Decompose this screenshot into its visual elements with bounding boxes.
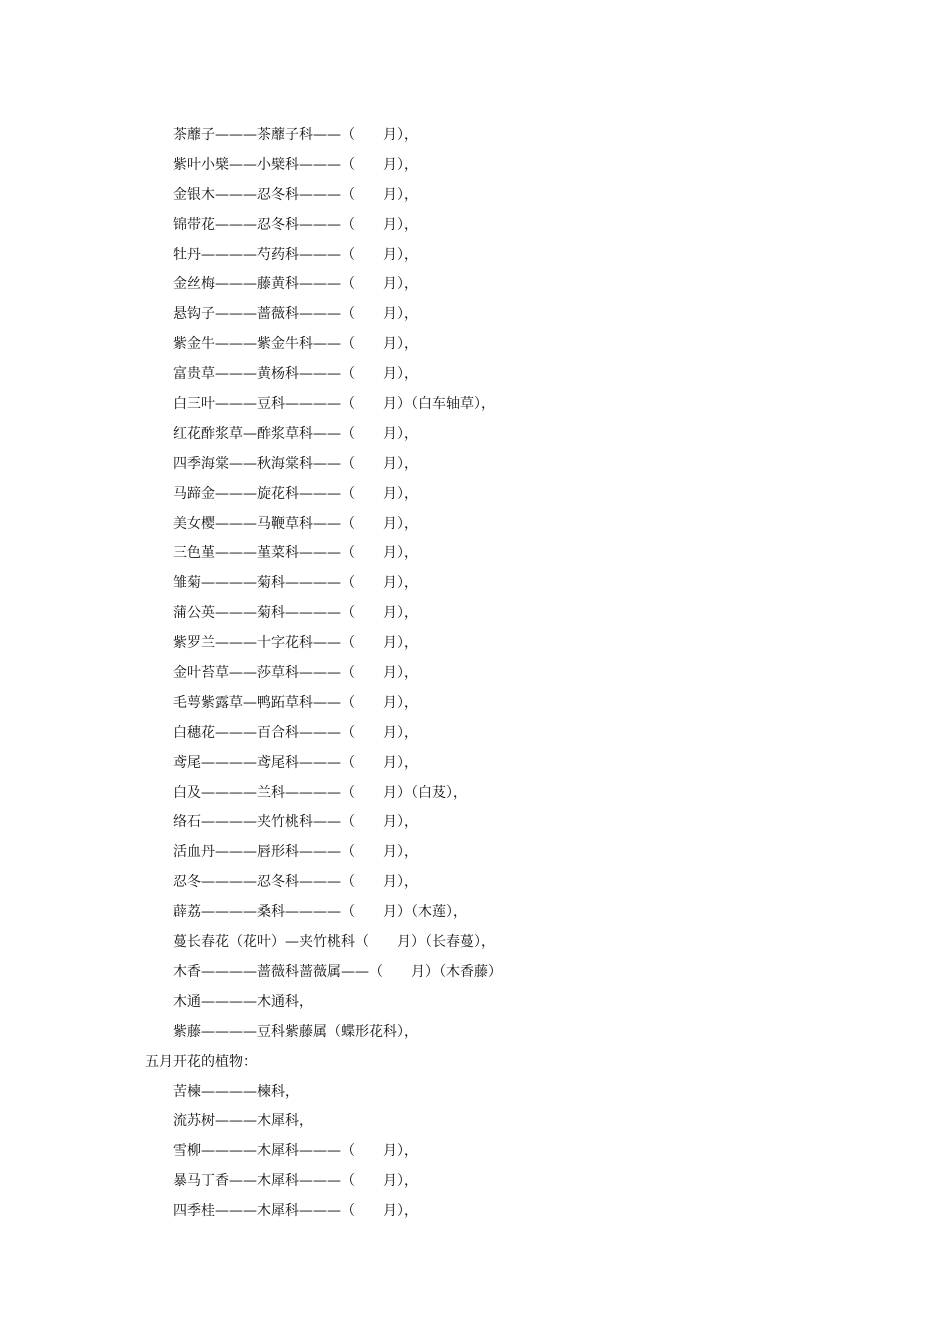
plant-entry: 雪柳————木犀科———（ 月）， [173,1143,418,1160]
plant-entry: 美女樱———马鞭草科——（ 月）， [173,515,418,532]
plant-entry: 紫罗兰———十字花科——（ 月）， [173,635,418,652]
plant-entry: 三色堇———堇菜科———（ 月）， [173,545,418,562]
plant-entry: 苦楝————楝科， [173,1083,299,1100]
plant-entry: 薜荔————桑科————（ 月）（木莲）， [173,904,467,921]
plant-entry: 木香————蔷薇科蔷薇属——（ 月）（木香藤） [173,963,502,980]
plant-entry: 锦带花———忍冬科———（ 月）， [173,216,418,233]
plant-entry: 牡丹————芍药科———（ 月）， [173,246,418,263]
plant-entry: 紫叶小檗——小檗科———（ 月）， [173,156,418,173]
plant-entry: 毛萼紫露草—鸭跖草科——（ 月）， [173,694,418,711]
plant-entry: 蒲公英———菊科————（ 月）， [173,605,418,622]
plant-entry: 蔓长春花（花叶）—夹竹桃科（ 月）（长春蔓）， [173,934,495,951]
plant-entry: 茶蘼子———茶蘼子科——（ 月）， [173,127,418,143]
plant-entry: 白及————兰科————（ 月）（白芨）， [173,784,467,801]
section-heading: 五月开花的植物： [145,1053,257,1070]
plant-entry: 忍冬————忍冬科———（ 月）， [173,874,418,891]
plant-entry: 鸢尾————鸢尾科———（ 月）， [173,754,418,771]
plant-entry: 四季桂———木犀科———（ 月）， [173,1203,418,1220]
plant-entry: 雏菊————菊科————（ 月）， [173,575,418,592]
plant-entry: 流苏树———木犀科， [173,1113,313,1130]
plant-entry: 紫金牛———紫金牛科——（ 月）， [173,336,418,353]
plant-entry: 红花酢浆草—酢浆草科——（ 月）， [173,425,418,442]
plant-entry: 富贵草———黄杨科———（ 月）， [173,366,418,383]
document-body [0,121,950,1227]
plant-entry: 暴马丁香——木犀科———（ 月）， [173,1173,418,1190]
plant-entry: 络石————夹竹桃科——（ 月）， [173,814,418,831]
plant-entry: 金叶苔草——莎草科———（ 月）， [173,665,418,682]
plant-entry: 木通————木通科， [173,993,313,1010]
plant-entry: 白三叶———豆科————（ 月）（白车轴草）， [173,396,495,413]
plant-entry: 金丝梅———藤黄科———（ 月）， [173,276,418,293]
plant-entry: 四季海棠——秋海棠科——（ 月）， [173,455,418,472]
plant-entry: 马蹄金———旋花科———（ 月）， [173,485,418,502]
plant-entry: 活血丹———唇形科———（ 月）， [173,844,418,861]
plant-entry: 金银木———忍冬科———（ 月）， [173,186,418,203]
plant-entry: 悬钩子———蔷薇科———（ 月）， [173,306,418,323]
plant-entry: 紫藤————豆科紫藤属（蝶形花科）， [173,1023,418,1040]
plant-entry: 白穗花———百合科———（ 月）， [173,724,418,741]
